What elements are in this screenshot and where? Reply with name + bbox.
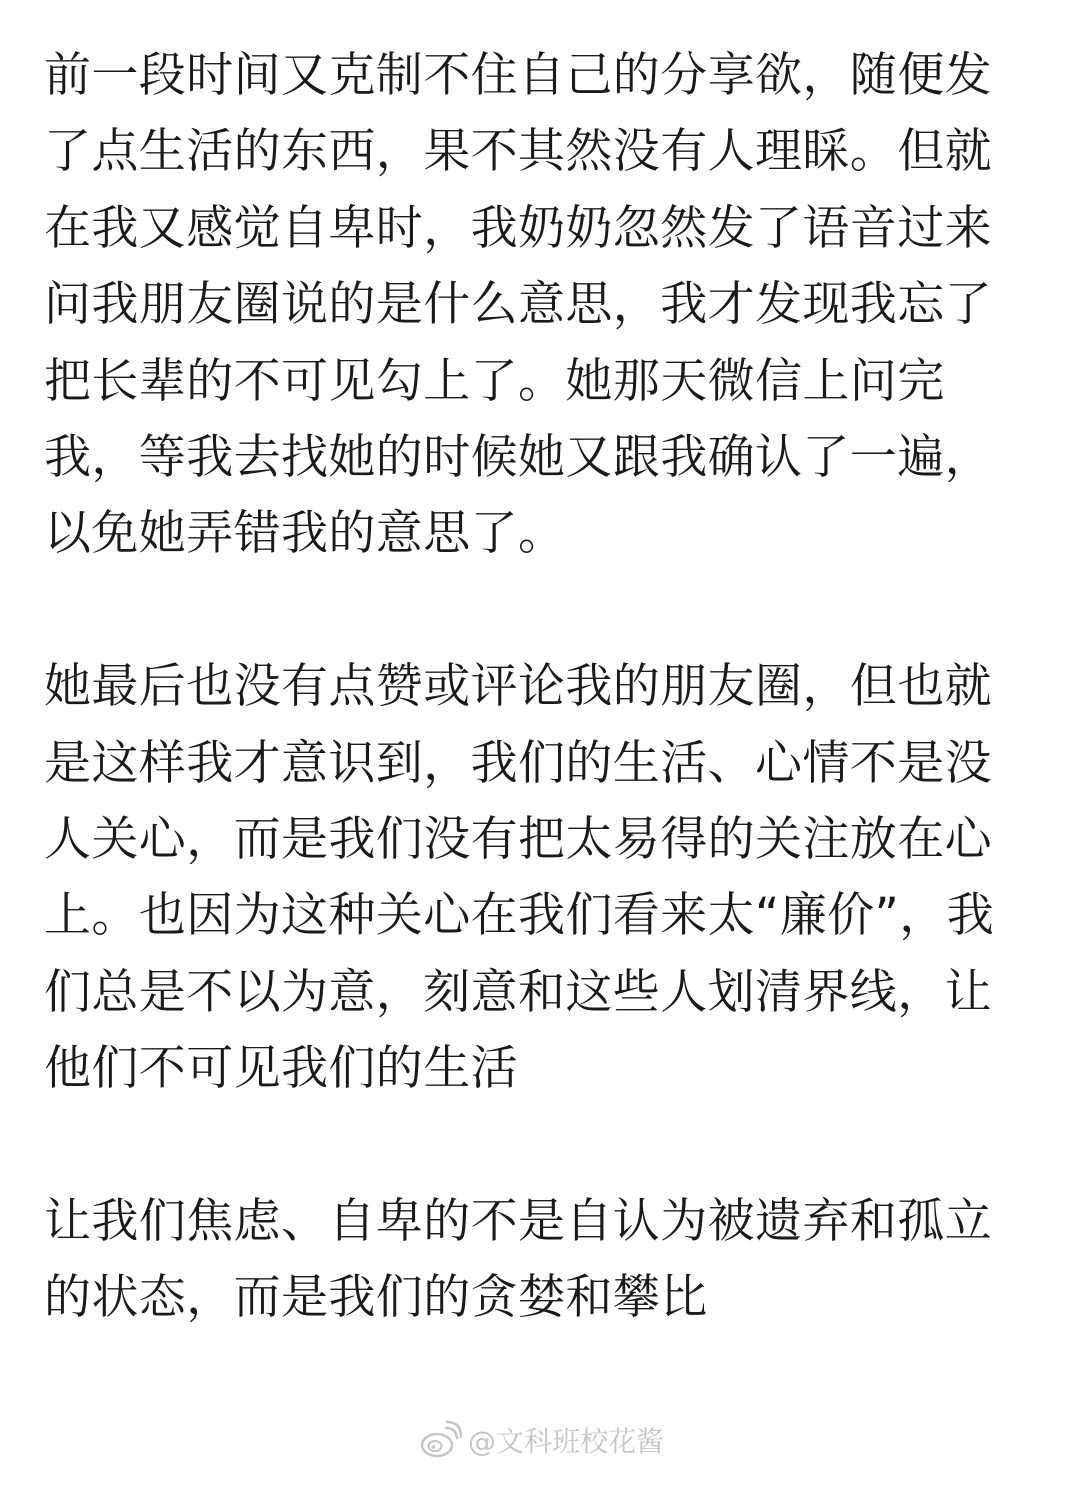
watermark <box>418 1418 664 1462</box>
post-body <box>44 38 1044 1337</box>
text-line: 了点生活的东西，果不其然没有人理睬。但就 <box>44 124 992 180</box>
text-line: 他们不可见我们的生活 <box>44 1041 518 1097</box>
text-line: 把长辈的不可见勾上了。她那天微信上问完 <box>44 353 945 409</box>
text-line: 们总是不以为意，刻意和这些人划清界线，让 <box>44 964 992 1020</box>
paragraph-3 <box>44 1184 1044 1337</box>
paragraph-1 <box>44 38 1044 573</box>
paragraph-gap <box>44 573 1044 649</box>
text-line: 在我又感觉自卑时，我奶奶忽然发了语音过来 <box>44 200 992 256</box>
text-line: 她最后也没有点赞或评论我的朋友圈，但也就 <box>44 659 992 715</box>
text-line: 让我们焦虑、自卑的不是自认为被遗弃和孤立 <box>44 1193 992 1249</box>
text-line: 前一段时间又克制不住自己的分享欲，随便发 <box>44 48 992 103</box>
text-line: 我，等我去找她的时候她又跟我确认了一遍， <box>44 429 992 485</box>
text-line: 的状态，而是我们的贪婪和攀比 <box>44 1270 708 1326</box>
watermark-text: @文科班校花酱 <box>468 1425 665 1458</box>
weibo-icon <box>418 1420 462 1460</box>
text-line: 是这样我才意识到，我们的生活、心情不是没 <box>44 735 992 791</box>
text-line: 上。也因为这种关心在我们看来太“廉价”，我 <box>44 888 995 944</box>
paragraph-2 <box>44 649 1044 1107</box>
text-line: 人关心，而是我们没有把太易得的关注放在心 <box>44 811 992 867</box>
paragraph-gap <box>44 1107 1044 1183</box>
text-line: 问我朋友圈说的是什么意思，我才发现我忘了 <box>44 277 992 333</box>
text-line: 以免她弄错我的意思了。 <box>44 506 566 562</box>
